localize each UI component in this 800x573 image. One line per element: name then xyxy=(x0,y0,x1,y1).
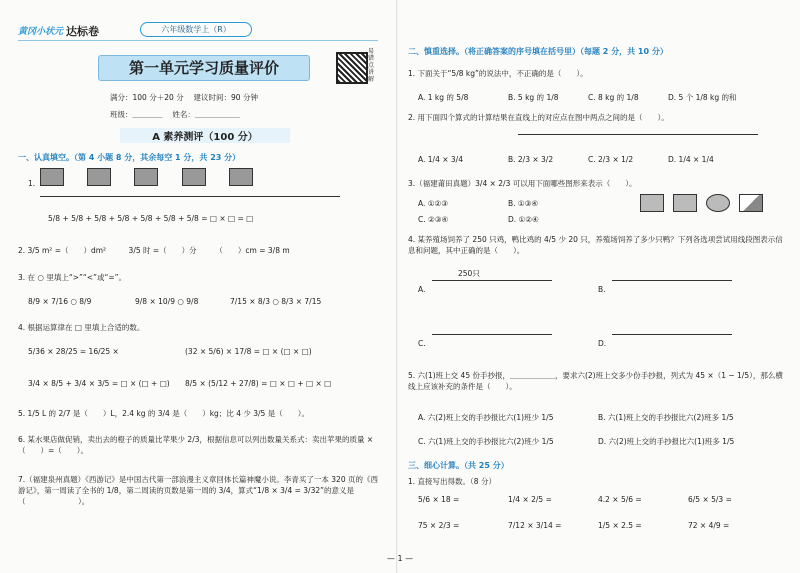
r-q5: 5. 六(1)班上交 45 份手抄报，＿＿＿＿＿＿，要求六(2)班上交多少份手抄报，列式为 45 ×（1 − 1/5），那么横线上应该补充的条件是（ ）。 xyxy=(408,371,783,391)
brand: 黄冈小状元 xyxy=(18,27,64,37)
r-q5-d: D. 六(2)班上交的手抄报比六(1)班多 1/5 xyxy=(598,437,735,446)
q4-expr-4: 8/5 × (5/12 + 27/8) = □ × □ + □ × □ xyxy=(185,379,332,388)
q1-expression: 5/8 + 5/8 + 5/8 + 5/8 + 5/8 + 5/8 + 5/8 = □ × □ = □ xyxy=(48,214,254,223)
r-q2-d: D. 1/4 × 1/4 xyxy=(668,155,714,164)
q4-text: 4. 根据运算律在 □ 里填上合适的数。 xyxy=(18,323,145,332)
brand-tag: 达标卷 xyxy=(66,25,99,38)
q3-expr-2: 9/8 × 10/9 ○ 9/8 xyxy=(135,297,199,306)
rectangle-figure xyxy=(134,168,158,186)
section-a-title: A 素养测评（100 分） xyxy=(120,128,290,143)
r-q2-b: B. 2/3 × 3/2 xyxy=(508,155,554,164)
r-q3-b: B. ①③④ xyxy=(508,199,539,208)
page-number: — 1 — xyxy=(386,554,414,563)
r-q1-b: B. 5 kg 的 1/8 xyxy=(508,93,559,102)
q5-text: 5. 1/5 L 的 2/7 是（ ）L，2.4 kg 的 3/4 是（ ）kg；比 4 少 3/5 是（ ）。 xyxy=(18,409,309,418)
r-q1: 1. 下面关于“5/8 kg”的说法中，不正确的是（ ）。 xyxy=(408,69,588,78)
rectangle-figure xyxy=(87,168,111,186)
section-3-title: 三、细心计算。（共 25 分） xyxy=(408,461,509,470)
calc-item: 75 × 2/3 = xyxy=(418,521,460,530)
s3-q1: 1. 直接写出得数。（8 分） xyxy=(408,477,496,486)
divider xyxy=(18,40,378,41)
shape-options xyxy=(640,194,767,216)
q4-expr-2: (32 × 5/6) × 17/8 = □ × (□ × □) xyxy=(185,347,312,356)
r-q5-c: C. 六(1)班上交的手抄报比六(2)班少 1/5 xyxy=(418,437,554,446)
q4-expr-1: 5/36 × 28/25 = 16/25 × xyxy=(28,347,119,356)
page-title: 第一单元学习质量评价 xyxy=(98,55,310,81)
calc-item: 5/6 × 18 = xyxy=(418,495,460,504)
calc-item: 1/4 × 2/5 = xyxy=(508,495,552,504)
brace-line xyxy=(40,196,340,197)
q3-expr-1: 8/9 × 7/16 ○ 8/9 xyxy=(28,297,92,306)
rectangle-figure xyxy=(182,168,206,186)
q2-text: 2. 3/5 m² =（ ）dm² 3/5 时 =（ ）分 （ ）cm = 3/8 m xyxy=(18,246,290,255)
q7-text: 7.（福建泉州真题）《西游记》是中国古代第一部浪漫主义章回体长篇神魔小说。李青买了一本 320 页的《西游记》，第一周读了全书的 1/8，第二周读的页数是第一周的 3/4，算式“1/8 × 3/4 = 3/32”的意义是（ ）。 xyxy=(18,475,378,506)
r-q1-d: D. 5 个 1/8 kg 的和 xyxy=(668,93,737,102)
calc-item: 1/5 × 2.5 = xyxy=(598,521,642,530)
r-q2: 2. 用下面四个算式的计算结果在直线上的对应点在图中两点之间的是（ ）。 xyxy=(408,113,669,122)
r-q4-a: A. xyxy=(418,285,426,294)
segment-line xyxy=(432,280,552,281)
q4-expr-3: 3/4 × 8/5 + 3/4 × 3/5 = □ × (□ + □) xyxy=(28,379,170,388)
r-q1-a: A. 1 kg 的 5/8 xyxy=(418,93,469,102)
triangle-shape-icon xyxy=(739,194,763,212)
r-q2-a: A. 1/4 × 3/4 xyxy=(418,155,463,164)
qr-code-icon xyxy=(336,52,368,84)
meta-line-2: 班级：＿＿＿＿ 姓名：＿＿＿＿＿＿ xyxy=(110,110,240,119)
right-page xyxy=(398,0,800,573)
r-q4-c: C. xyxy=(418,339,426,348)
meta-line xyxy=(110,92,258,103)
r-q5-b: B. 六(1)班上交的手抄报比六(2)班多 1/5 xyxy=(598,413,734,422)
r-q3-c: C. ②③④ xyxy=(418,215,449,224)
r-q4-b: B. xyxy=(598,285,606,294)
calc-item: 7/12 × 3/14 = xyxy=(508,521,562,530)
segment-line xyxy=(612,280,732,281)
r-q2-c: C. 2/3 × 1/2 xyxy=(588,155,634,164)
name-label: 姓名： xyxy=(172,110,195,119)
q6-text: 6. 某水果店做促销，卖出去的橙子的质量比苹果少 2/3，根据信息可以列出数量关系式：卖出苹果的质量 ×（ ）=（ ）。 xyxy=(18,435,374,455)
left-page xyxy=(0,0,397,573)
q1-figures: 1. xyxy=(28,168,253,190)
calc-item: 6/5 × 5/3 = xyxy=(688,495,732,504)
r-q5-a: A. 六(2)班上交的手抄报比六(1)班少 1/5 xyxy=(418,413,554,422)
subject-label: 六年级数学上（R） xyxy=(140,22,252,37)
qr-caption: 易错点讲解 xyxy=(368,48,375,83)
full-score: 满分：100 分＋20 分 xyxy=(110,93,184,102)
segment-line xyxy=(432,334,552,335)
r-q3-d: D. ①②④ xyxy=(508,215,539,224)
q3-text: 3. 在 ○ 里填上“>”“<”或“=”。 xyxy=(18,273,127,282)
grid-shape-icon xyxy=(640,194,664,212)
calc-item: 4.2 × 5/6 = xyxy=(598,495,642,504)
r-q3-a: A. ①②③ xyxy=(418,199,448,208)
section-title: 一、认真填空。（第 4 小题 8 分，其余每空 1 分，共 23 分） xyxy=(18,153,241,162)
rectangle-figure xyxy=(229,168,253,186)
r-q4-d: D. xyxy=(598,339,607,348)
grid-shape-icon xyxy=(673,194,697,212)
circle-shape-icon xyxy=(706,194,730,212)
section-2-title: 二、慎重选择。（将正确答案的序号填在括号里）（每题 2 分，共 10 分） xyxy=(408,47,668,56)
q3-expr-3: 7/15 × 8/3 ○ 8/3 × 7/15 xyxy=(230,297,322,306)
calc-item: 72 × 4/9 = xyxy=(688,521,730,530)
segment-line xyxy=(612,334,732,335)
r-q3: 3.（福建莆田真题）3/4 × 2/3 可以用下面哪些图形来表示（ ）。 xyxy=(408,179,637,188)
r-q4: 4. 某养殖场饲养了 250 只鸡，鸭比鸡的 4/5 少 20 只，养殖场饲养了多少只鸭？下列各选项尝试用线段图表示信息和问题，其中正确的是（ ）。 xyxy=(408,235,783,255)
r-q1-c: C. 8 kg 的 1/8 xyxy=(588,93,639,102)
number-line xyxy=(518,134,758,135)
time-suggest: 建议时间：90 分钟 xyxy=(193,93,258,102)
rectangle-figure xyxy=(40,168,64,186)
diagram-label: 250只 xyxy=(458,269,480,278)
class-label: 班级： xyxy=(110,110,133,119)
